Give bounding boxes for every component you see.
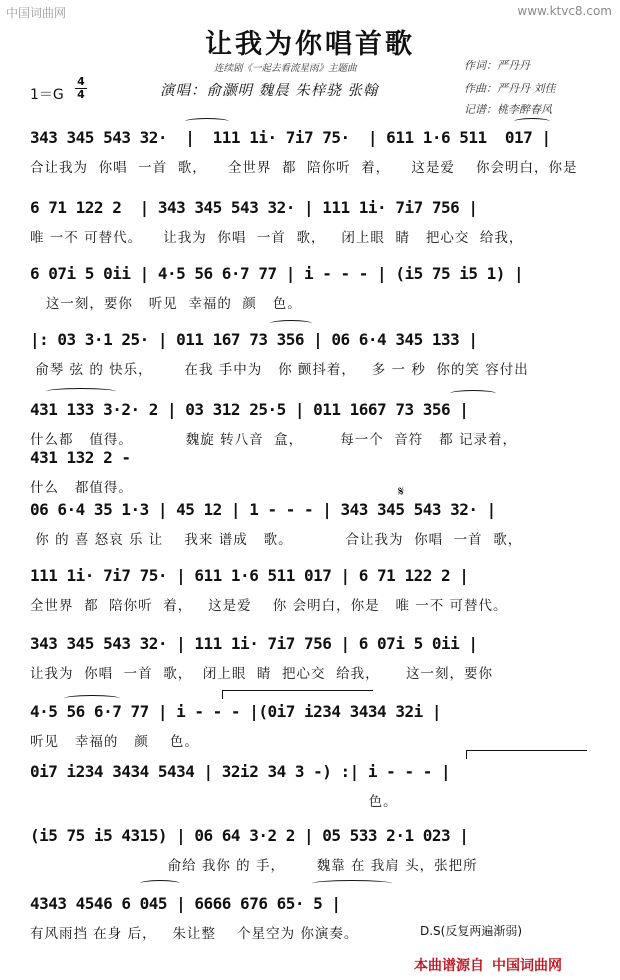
slur-mark [46, 388, 116, 395]
score-row-11 [30, 762, 590, 808]
slur-mark [185, 118, 229, 125]
watermark-left: 中国词曲网 [6, 6, 67, 20]
lyric-line: 有风雨挡 在身 后， 朱让整 个星空为 你演奏。 [30, 926, 359, 942]
score-row-7 [30, 500, 590, 546]
lyric-line: 什么都 值得。 魏旋 转八音 盒， 每一个 音符 都 记录着， [30, 432, 517, 448]
slur-mark [514, 118, 550, 125]
footer-text: 本曲谱源自 [414, 958, 484, 974]
score-row-6 [30, 448, 590, 494]
score-row-9 [30, 634, 590, 680]
transcriber-credit: 记谱：桃李醉春风 [464, 103, 552, 116]
notation-line: 431 133 3·2· 2 | 03 312 25·5 | 011 1667 73 356 | [30, 400, 469, 419]
lyric-line: 让我为 你唱 一首 歌， 闭上眼 睛 把心交 给我， 这一刻，要你 [30, 666, 494, 682]
volta-bracket-1 [222, 690, 373, 699]
dal-segno-note: D.S(反复两遍渐弱) [420, 924, 523, 938]
notation-line: 4343 4546 6 045 | 6666 676 65· 5 | [30, 894, 341, 913]
score-row-3 [30, 264, 590, 310]
score-row-5 [30, 400, 590, 446]
lyric-line: 唯 一不 可替代。 让我为 你唱 一首 歌， 闭上眼 睛 把心交 给我， [30, 230, 524, 246]
lyricist-credit: 作词：严丹丹 [464, 59, 530, 72]
notation-line: 6 07i 5 0ii | 4·5 56 6·7 77 | i - - - | (i5 75 i5 1) | [30, 264, 524, 283]
slur-mark [270, 320, 312, 327]
footer-brand-link[interactable]: 中国词曲网 [492, 958, 562, 974]
notation-line: |: 03 3·1 25· | 011 167 73 356 | 06 6·4 345 133 | [30, 330, 478, 349]
lyric-line: 俞给 我你 的 手， 魏靠 在 我肩 头，张把所 [30, 858, 478, 874]
watermark-right: www.ktvc8.com [517, 4, 612, 18]
slur-mark [450, 390, 496, 397]
singers: 演唱：俞灏明 魏晨 朱梓骁 张翰 [160, 83, 379, 99]
slur-mark [64, 695, 120, 702]
lyric-line: 这一刻，要你 听见 幸福的 颜 色。 [30, 296, 302, 312]
notation-line: 6 71 122 2 | 343 345 543 32· | 111 1i· 7i7 756 | [30, 198, 478, 217]
lyric-line: 色。 [30, 794, 398, 810]
lyric-line: 听见 幸福的 颜 色。 [30, 734, 199, 750]
lyric-line: 什么 都值得。 [30, 480, 133, 496]
lyric-line: 俞琴 弦 的 快乐， 在我 手中为 你 颤抖着， 多 一 秒 你的笑 容付出 [30, 362, 529, 378]
score-row-4 [30, 330, 590, 376]
key-signature: 1＝G [30, 87, 64, 103]
slur-mark [312, 880, 392, 887]
song-subtitle: 连续剧《一起去看流星雨》主题曲 [214, 63, 357, 74]
lyric-line: 你 的 喜 怒哀 乐 让 我来 谱成 歌。 合让我为 你唱 一首 歌， [30, 532, 523, 548]
score-row-10 [30, 702, 590, 748]
time-signature [74, 76, 88, 101]
notation-line: 431 132 2 - [30, 448, 131, 467]
lyric-line: 全世界 都 陪你听 着， 这是爱 你 会明白，你是 唯 一不 可替代。 [30, 598, 508, 614]
notation-line: 343 345 543 32· | 111 1i· 7i7 756 | 6 07i 5 0ii | [30, 634, 478, 653]
score-row-8 [30, 566, 590, 612]
time-signature-top: 4 [77, 75, 85, 88]
notation-line: 06 6·4 35 1·3 | 45 12 | 1 - - - | 343 345 543 32· | [30, 500, 496, 519]
notation-line: 343 345 543 32· | 111 1i· 7i7 75· | 611 1·6 511 017 | [30, 128, 551, 147]
volta-bracket-2 [466, 750, 587, 759]
notation-line: (i5 75 i5 4315) | 06 64 3·2 2 | 05 533 2·1 023 | [30, 826, 469, 845]
segno-sign: 𝄋 [398, 484, 405, 500]
song-title: 让我为你唱首歌 [205, 29, 415, 60]
score-row-2 [30, 198, 590, 244]
time-signature-bottom: 4 [77, 88, 85, 101]
notation-line: 0i7 i234 3434 5434 | 32i2 34 3 -) :| i - - - | [30, 762, 451, 781]
lyric-line: 合让我为 你唱 一首 歌， 全世界 都 陪你听 着， 这是爱 你会明白，你是 [30, 160, 578, 176]
notation-line: 4·5 56 6·7 77 | i - - - |(0i7 i234 3434 32i | [30, 702, 441, 721]
footer-source [414, 955, 562, 975]
composer-credit: 作曲：严丹丹 刘佳 [464, 82, 556, 95]
score-row-12 [30, 826, 590, 872]
score-row-1 [30, 128, 590, 174]
notation-line: 111 1i· 7i7 75· | 611 1·6 511 017 | 6 71 122 2 | [30, 566, 469, 585]
slur-mark [140, 880, 180, 887]
